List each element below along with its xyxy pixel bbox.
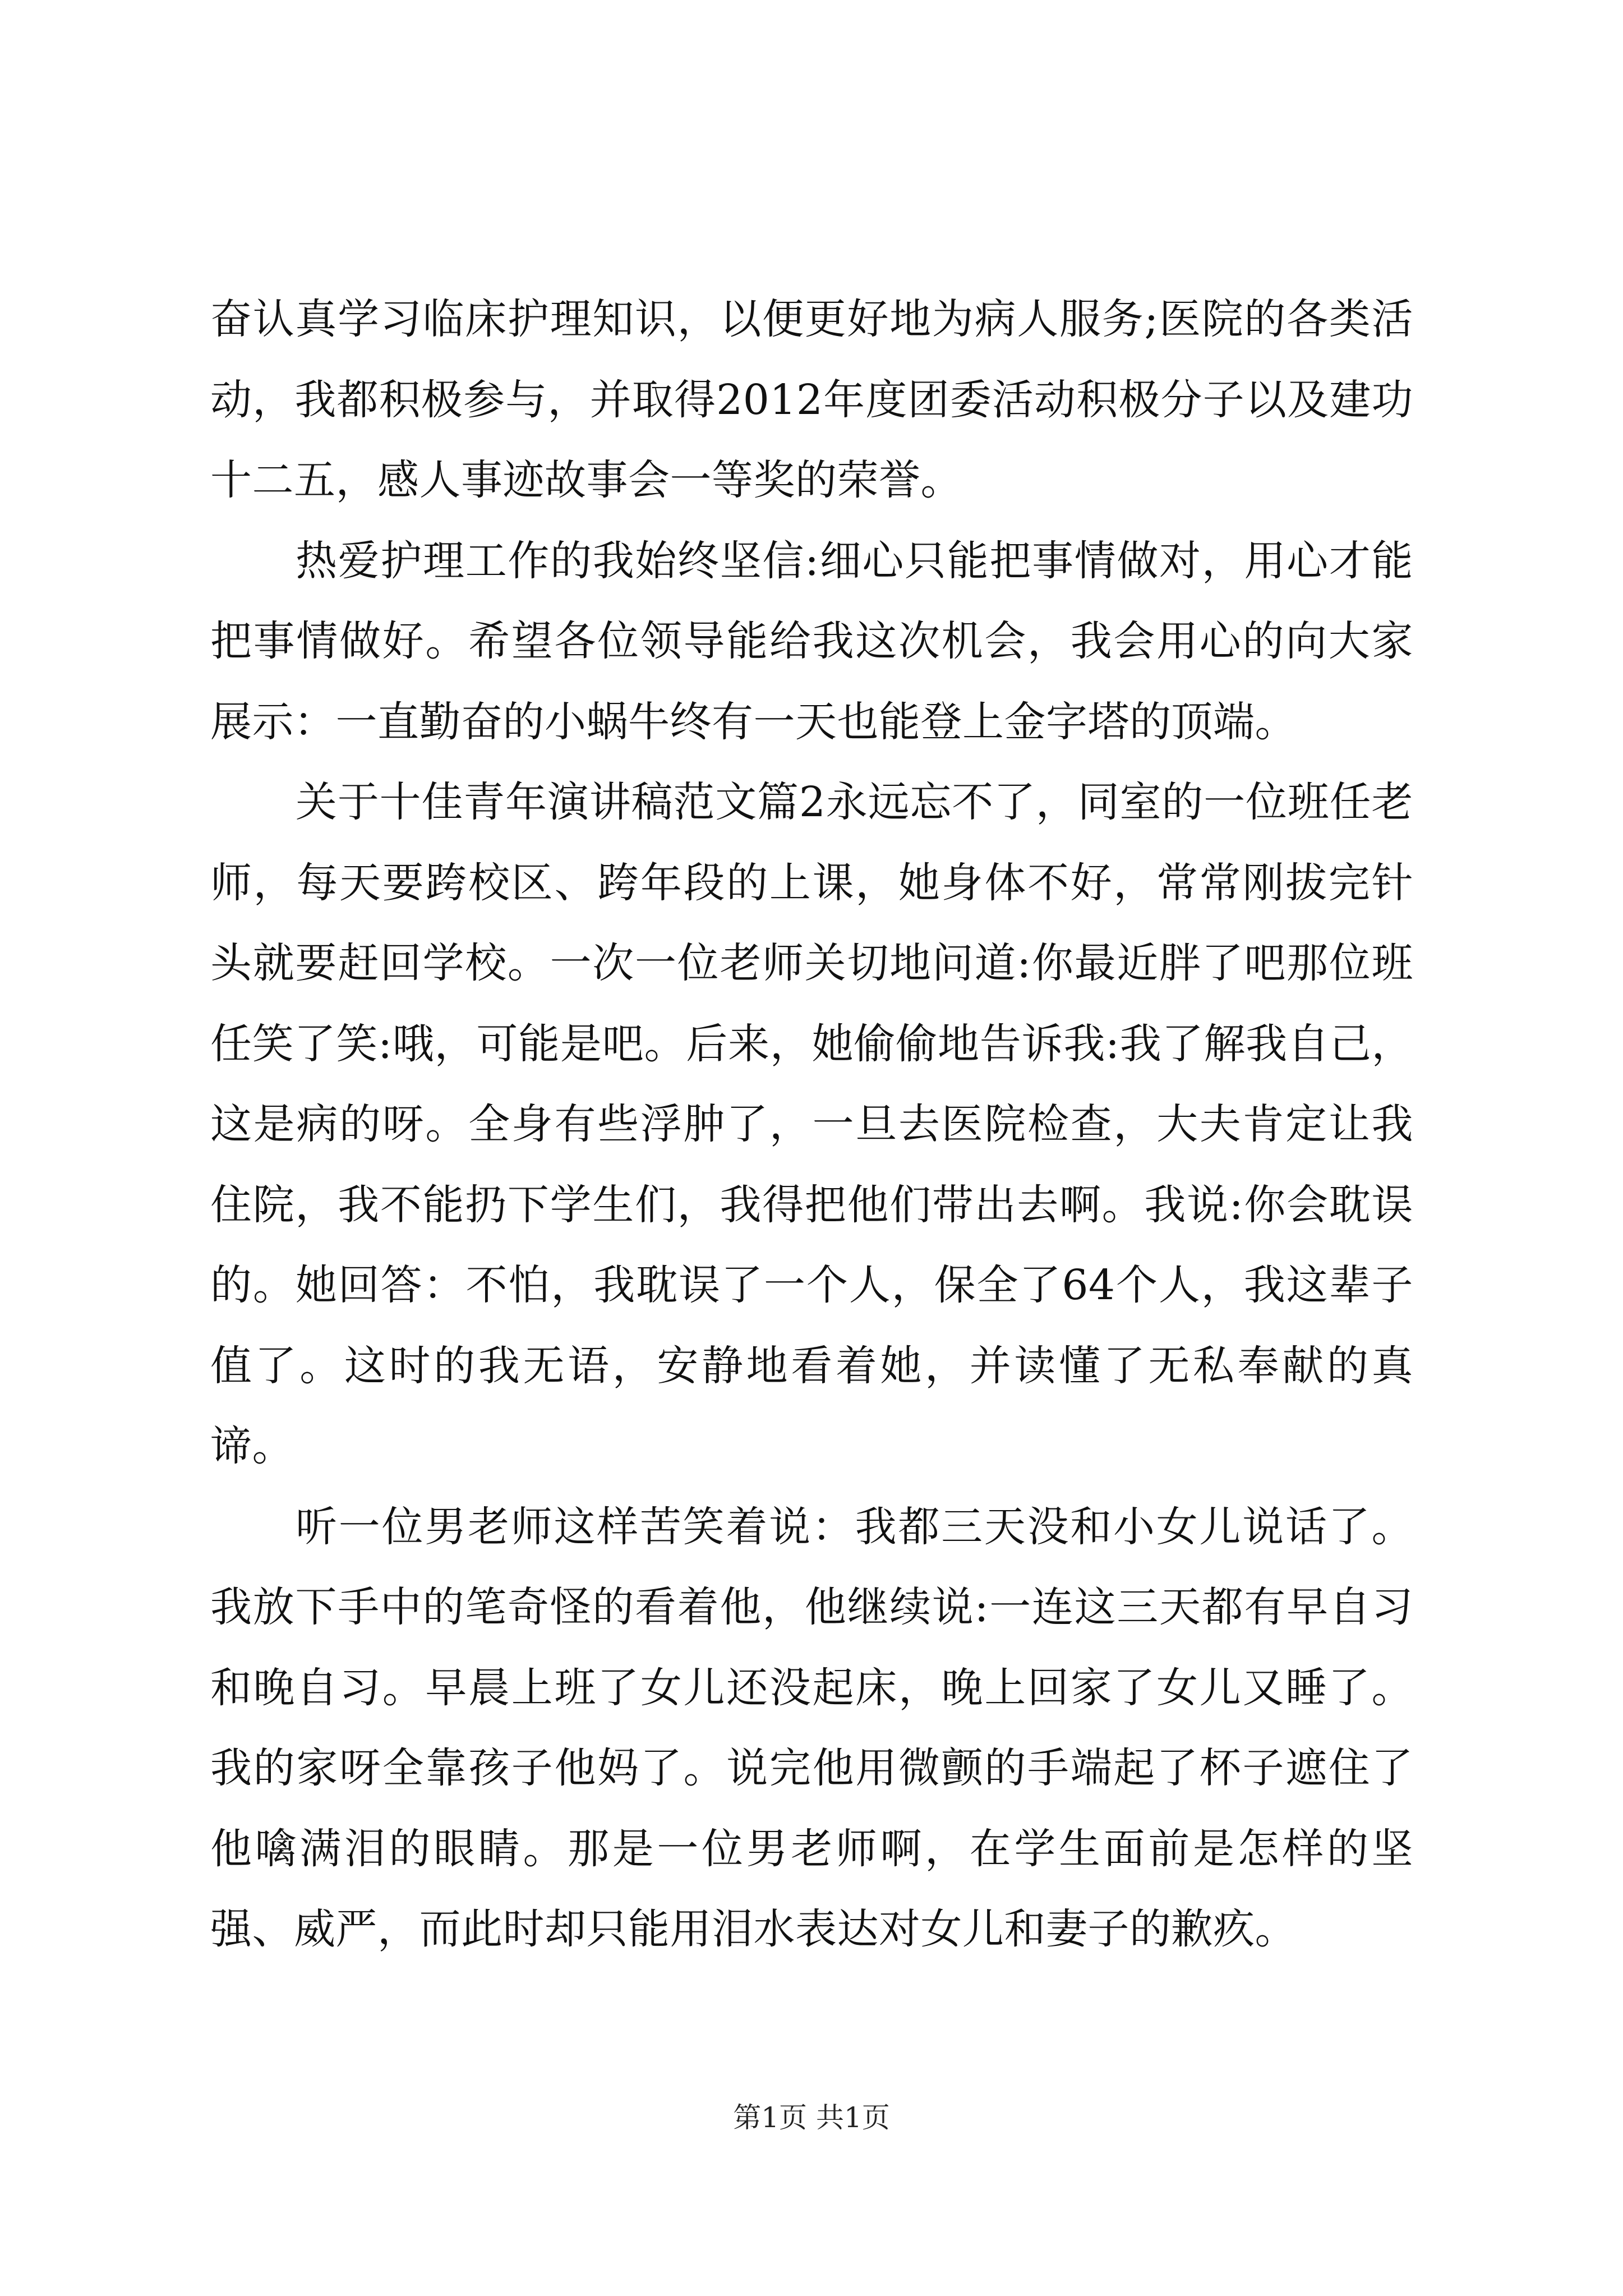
paragraph-4: 听一位男老师这样苦笑着说：我都三天没和小女儿说话了。我放下手中的笔奇怪的看着他，他继续说:一连这三天都有早自习和晚自习。早晨上班了女儿还没起床，晚上回家了女儿又睡了。我的家呀全靠孩子他妈了。说完他用微颤的手端起了杯子遮住了他噙满泪的眼睛。那是一位男老师啊，在学生面前是怎样的坚强、威严，而此时却只能用泪水表达对女儿和妻子的歉疚。 — [210, 1502, 1413, 1953]
paragraph-3: 关于十佳青年演讲稿范文篇2永远忘不了，同室的一位班任老师，每天要跨校区、跨年段的上课，她身体不好，常常刚拔完针头就要赶回学校。一次一位老师关切地问道:你最近胖了吧那位班任笑了笑:哦，可能是吧。后来，她偷偷地告诉我:我了解我自己，这是病的呀。全身有些浮肿了，一旦去医院检查，大夫肯定让我住院，我不能扔下学生们，我得把他们带出去啊。我说:你会耽误的。她回答：不怕，我耽误了一个人，保全了64个人，我这辈子值了。这时的我无语，安静地看着她，并读懂了无私奉献的真谛。 — [210, 778, 1413, 1470]
page-footer: 第1页 共1页 — [733, 2101, 890, 2134]
document-body — [210, 279, 1413, 1970]
paragraph-1: 奋认真学习临床护理知识，以便更好地为病人服务;医院的各类活动，我都积极参与，并取得2012年度团委活动积极分子以及建功十二五，感人事迹故事会一等奖的荣誉。 — [210, 295, 1413, 504]
paragraph-2: 热爱护理工作的我始终坚信:细心只能把事情做对，用心才能把事情做好。希望各位领导能给我这次机会，我会用心的向大家展示：一直勤奋的小蜗牛终有一天也能登上金字塔的顶端。 — [210, 536, 1413, 746]
